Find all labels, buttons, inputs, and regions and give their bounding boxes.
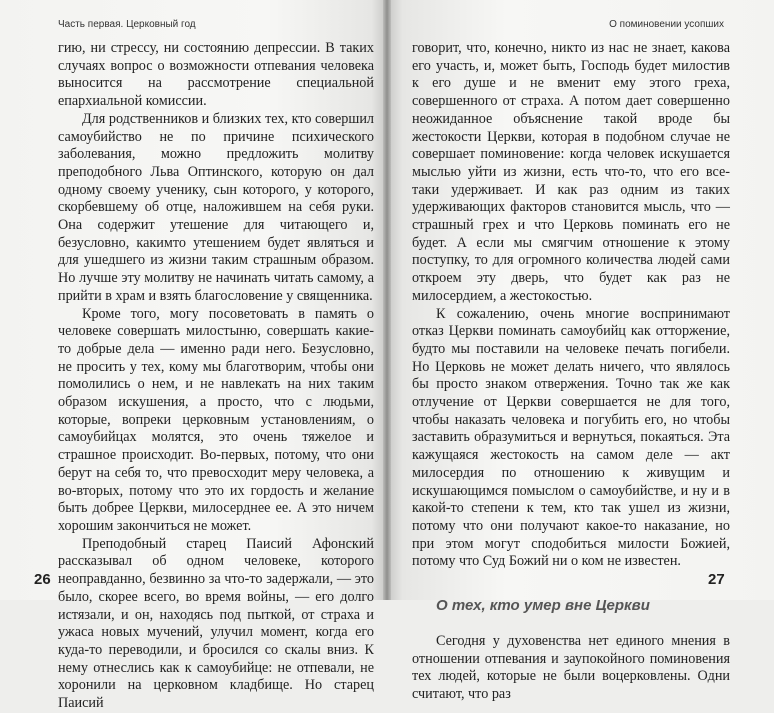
paragraph: гию, ни стрессу, ни состоянию депрессии. В таких случаях вопрос о возможности отпевания человека выносится на рассмотрение специальной епархиальной комиссии.	[58, 40, 374, 110]
paragraph: говорит, что, конечно, никто из нас не знает, какова его участь, и, может быть, Господь будет милостив к его душе и не вменит ему этого греха, совершенного от страха. А потом дает совершенно неожиданное объяснение такой вроде бы жестокости Церкви, которая в подобном случае не совершает поминовение: когда человек искушается мыслью уйти из жизни, есть что-то, что его все-таки удерживает. И как раз одним из таких удерживающих факторов становится мысль, что — страшный грех и что Церковь поминать его не будет. А если мы смягчим отношение к этому поступку, то для огромного количества людей сами откроем эту дверь, что будет как раз не милосердием, а жестокостью.	[412, 40, 730, 304]
section-heading: О тех, кто умер вне Церкви	[436, 597, 650, 615]
left-page-text	[58, 40, 374, 713]
paragraph: Кроме того, могу посоветовать в память о человеке совершать милостыню, совершать какие-то добрые дела — именно ради него. Безусловно, не просить у тех, кому мы благотворим, чтобы они помолились о нем, и не навлекать на них таким образом искушения, а просто, что с людьми, которые, вопреки церковным установлениям, о самоубийцах молятся, это очень тяжелое и страшное происходит. Во-первых, потому, что они берут на себя то, что превосходит меру человека, а во-вторых, потому что это их гордость и желание быть добрее Церкви, милосерднее ее. А это ничем хорошим закончиться не может.	[58, 305, 374, 534]
left-page	[0, 0, 383, 712]
right-running-head: О поминовении усопших	[609, 19, 724, 30]
book-gutter	[383, 0, 391, 600]
paragraph: Сегодня у духовенства нет единого мнения в отношении отпевания и заупокойного поминовения тех людей, которые не были воцерковлены. Одни считают, что раз	[412, 632, 730, 702]
right-page-number: 27	[708, 571, 725, 588]
right-page	[391, 0, 774, 702]
paragraph: К сожалению, очень многие воспринимают отказ Церкви поминать самоубийц как отторжение, будто мы поставили на человеке печать погибели. Но Церковь не может делать ничего, что являлось бы просто знаком отвержения. Точно так же как отлучение от Церкви совершается не для того, чтобы наказать человека и погубить его, но чтобы заставить образумиться и вернуться, покаяться. Эта кажущаяся жестокость на самом деле — акт милосердия по отношению к живущим и искушающимся помыслом о самоубийстве, и ну и в какой-то степени к тем, кто так ушел из жизни, потому что они получают какое-то наказание, но при этом могут сподобиться милости Божией, потому что Суд Божий ни о ком не известен.	[412, 305, 730, 570]
left-page-number: 26	[34, 571, 51, 588]
left-running-head: Часть первая. Церковный год	[58, 19, 196, 30]
paragraph: Для родственников и близких тех, кто совершил самоубийство не по причине психического заболевания, можно предложить молитву преподобного Льва Оптинского, которую он дал одному своему ученику, сын которого, у которого, скорбевшему об отце, наложившем на себя руки. Она содержит утешение для читающего и, безусловно, какимто утешением будет являться и для ушедшего из жизни таким страшным образом. Но лучше эту молитву не начинать читать самому, а прийти в храм и взять благословение у священника.	[58, 110, 374, 304]
right-page-text	[412, 40, 730, 704]
paragraph: Преподобный старец Паисий Афонский рассказывал об одном человеке, которого неоправданно, безвинно за что-то задержали, — это было, скорее всего, во время войны, — его долго истязали, и он, находясь под пыткой, от страха и ужаса новых мучений, улучил момент, когда его куда-то переводили, и бросился со скалы вниз. К нему отнеслись как к самоубийце: не отпевали, не хоронили на церковном кладбище. Но старец Паисий	[58, 535, 374, 712]
